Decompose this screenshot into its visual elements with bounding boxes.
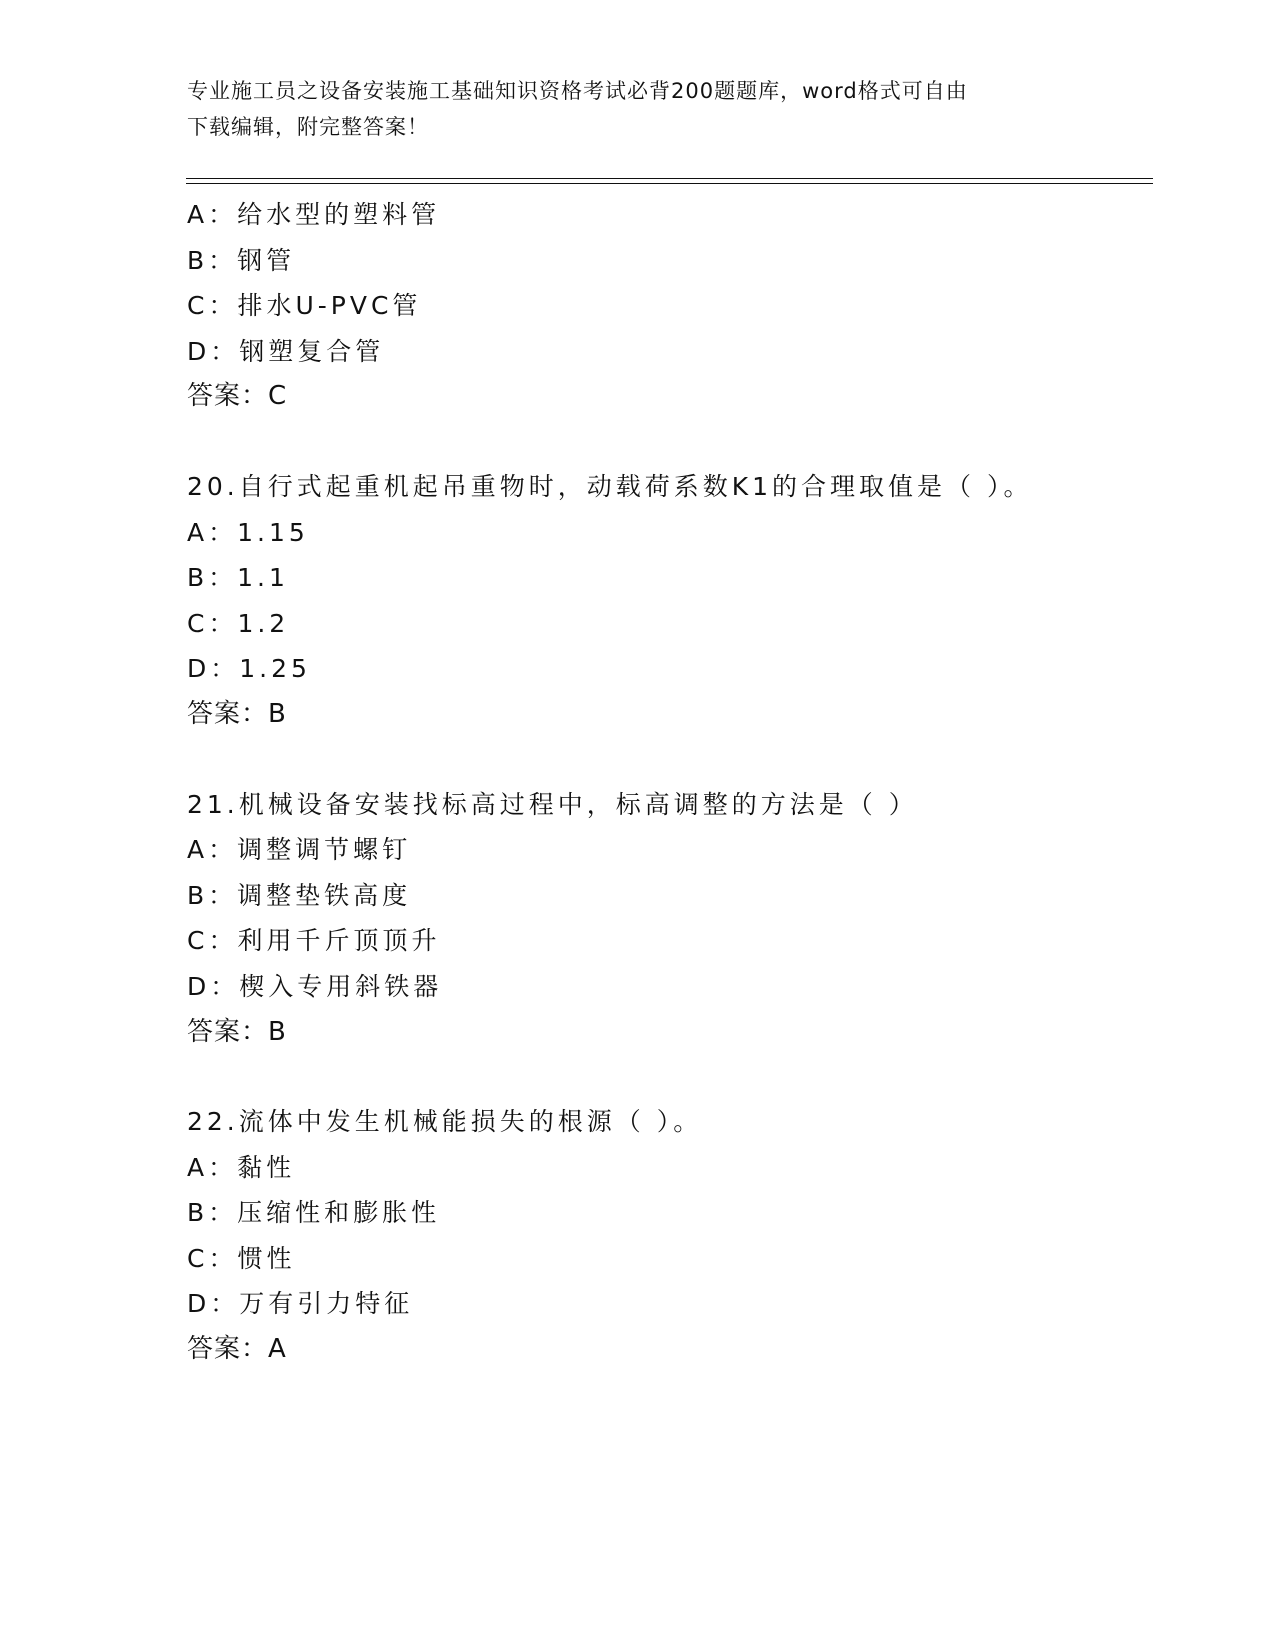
option-b: B：压缩性和膨胀性 [187,1198,441,1228]
header-divider-top [186,178,1153,179]
answer-line: 答案：C [187,381,288,412]
spacer [187,738,1147,782]
option-a: A：1.15 [187,517,309,547]
answer-line: 答案：A [187,1334,287,1365]
option-c: C：惯性 [187,1243,296,1273]
option-c: C：排水U-PVC管 [187,291,422,321]
option-d: D：钢塑复合管 [187,336,385,366]
option-d: D：楔入专用斜铁器 [187,971,443,1001]
question-block-19 [187,192,1147,420]
option-a: A：调整调节螺钉 [187,835,412,865]
option-c: C：利用千斤顶顶升 [187,926,441,956]
option-c: C：1.2 [187,608,290,638]
question-text: 20.自行式起重机起吊重物时，动载荷系数K1的合理取值是（ ）。 [187,471,1033,501]
question-block-20 [187,464,1147,738]
question-block-21 [187,782,1147,1056]
option-a: A：黏性 [187,1152,296,1182]
header-divider-bottom [186,183,1153,184]
question-block-22 [187,1099,1147,1373]
spacer [187,420,1147,464]
question-list [187,192,1147,1373]
document-header [187,73,1067,145]
answer-line: 答案：B [187,698,287,729]
header-line-1: 专业施工员之设备安装施工基础知识资格考试必背200题题库，word格式可自由 [187,79,968,103]
option-d: D：万有引力特征 [187,1289,414,1319]
option-a: A：给水型的塑料管 [187,200,441,229]
option-d: D：1.25 [187,654,311,684]
option-b: B：钢管 [187,245,296,275]
header-line-2: 下载编辑，附完整答案！ [187,115,429,139]
question-text: 22.流体中发生机械能损失的根源（ ）。 [187,1107,703,1137]
option-b: B：调整垫铁高度 [187,880,412,910]
spacer [187,1055,1147,1099]
question-text: 21.机械设备安装找标高过程中，标高调整的方法是（ ） [187,789,918,819]
answer-line: 答案：B [187,1016,287,1047]
option-b: B：1.1 [187,563,289,593]
